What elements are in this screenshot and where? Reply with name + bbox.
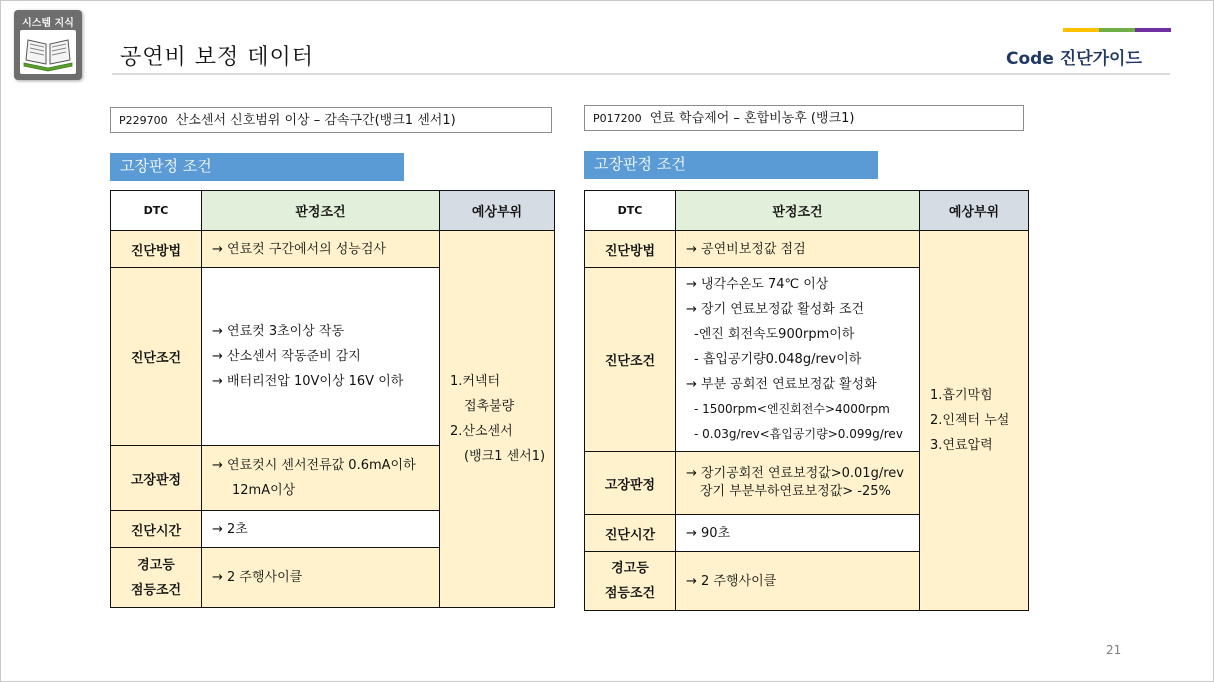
right-expected-parts: [920, 231, 1029, 611]
right-condition-line: - 0.03g/rev<흡입공기량>0.099g/rev: [694, 427, 903, 441]
left-judge-line: → 연료컷시 센서전류값 0.6mA이하: [212, 458, 416, 473]
left-lamp-label-1: 경고등: [137, 557, 175, 573]
right-lamp-cell: [676, 552, 920, 611]
right-header-dtc: DTC: [585, 191, 676, 231]
left-condition-line: → 산소센서 작동준비 감지: [212, 349, 361, 364]
left-header-parts: 예상부위: [440, 191, 555, 231]
left-time-line: → 2초: [212, 521, 248, 537]
left-part-line: 1.커넥터: [450, 374, 501, 389]
left-condition-line: → 연료컷 3초이상 작동: [212, 324, 345, 339]
right-method-cell: [676, 231, 920, 268]
left-part-line: (뱅크1 센서1): [464, 449, 546, 464]
right-condition-cell: [676, 268, 920, 452]
right-part-line: 1.흡기막힘: [930, 388, 993, 403]
left-lamp-cell: [202, 548, 440, 608]
left-dtc-code: P229700: [119, 114, 168, 127]
right-condition-line: - 흡입공기량0.048g/rev이하: [694, 352, 862, 367]
left-method-cell: [202, 231, 440, 268]
right-dtc-title-box: [584, 105, 1024, 131]
right-row-label-condition: 진단조건: [585, 268, 676, 452]
left-expected-parts: [440, 231, 555, 608]
system-knowledge-badge: [14, 10, 82, 80]
left-lamp-line: → 2 주행사이클: [212, 570, 303, 585]
left-method-line: → 연료컷 구간에서의 성능검사: [212, 241, 386, 257]
right-dtc-code: P017200: [593, 112, 642, 125]
right-dtc-description: 연료 학습제어 – 혼합비농후 (뱅크1): [649, 111, 855, 126]
right-part-line: 3.연료압력: [930, 438, 993, 453]
left-part-line: 2.산소센서: [450, 424, 513, 439]
left-header-dtc: DTC: [111, 191, 202, 231]
right-diagnosis-table: [584, 190, 1029, 611]
right-judge-line: → 장기공회전 연료보정값>0.01g/rev: [686, 466, 904, 481]
right-header-condition: 판정조건: [676, 191, 920, 231]
right-condition-line: → 냉각수온도 74℃ 이상: [686, 277, 829, 292]
left-condition-line: → 배터리전압 10V이상 16V 이하: [212, 374, 404, 389]
right-time-line: → 90초: [686, 525, 731, 541]
right-lamp-label-2: 점등조건: [604, 586, 656, 601]
right-judge-cell: [676, 452, 920, 515]
right-part-line: 2.인젝터 누설: [930, 413, 1010, 428]
page-number: 21: [1106, 643, 1122, 657]
left-row-label-lamp: [111, 548, 202, 608]
code-guide-label: Code 진단가이드: [1006, 49, 1142, 69]
right-lamp-line: → 2 주행사이클: [686, 573, 777, 589]
right-row-label-lamp: [585, 552, 676, 611]
right-row-label-judge: 고장판정: [585, 452, 676, 515]
left-row-label-method: 진단방법: [111, 231, 202, 268]
page-title: 공연비 보정 데이터: [120, 45, 315, 70]
right-lamp-label-1: 경고등: [611, 561, 649, 576]
right-judge-line: 장기 부분부하연료보정값> -25%: [700, 484, 891, 499]
right-section-label: 고장판정 조건: [584, 151, 878, 179]
left-judge-line: 12mA이상: [232, 483, 296, 498]
left-diagnosis-table: [110, 190, 555, 608]
accent-bar-green: [1099, 28, 1135, 32]
left-lamp-label-2: 점등조건: [130, 582, 182, 598]
accent-bar-purple: [1135, 28, 1171, 32]
right-method-line: → 공연비보정값 점검: [686, 241, 806, 257]
left-dtc-description: 산소센서 신호범위 이상 – 감속구간(뱅크1 센서1): [175, 113, 456, 128]
left-section-label: 고장판정 조건: [110, 153, 404, 181]
left-row-label-time: 진단시간: [111, 511, 202, 548]
badge-label: 시스템 지식: [22, 18, 74, 29]
left-part-line: 접촉불량: [464, 399, 515, 414]
open-book-icon: [20, 30, 76, 74]
left-judge-cell: [202, 446, 440, 511]
right-condition-line: → 장기 연료보정값 활성화 조건: [686, 302, 865, 317]
right-condition-line: → 부분 공회전 연료보정값 활성화: [686, 377, 877, 392]
left-header-condition: 판정조건: [202, 191, 440, 231]
left-condition-cell: [202, 268, 440, 446]
title-divider: [112, 73, 1170, 75]
left-row-label-condition: 진단조건: [111, 268, 202, 446]
right-condition-line: -엔진 회전속도900rpm이하: [694, 327, 855, 342]
right-condition-line: - 1500rpm<엔진회전수>4000rpm: [694, 402, 890, 416]
right-row-label-method: 진단방법: [585, 231, 676, 268]
right-row-label-time: 진단시간: [585, 515, 676, 552]
left-dtc-title-box: [110, 107, 552, 133]
accent-bar-yellow: [1063, 28, 1099, 32]
right-header-parts: 예상부위: [920, 191, 1029, 231]
right-time-cell: [676, 515, 920, 552]
left-row-label-judge: 고장판정: [111, 446, 202, 511]
left-time-cell: [202, 511, 440, 548]
